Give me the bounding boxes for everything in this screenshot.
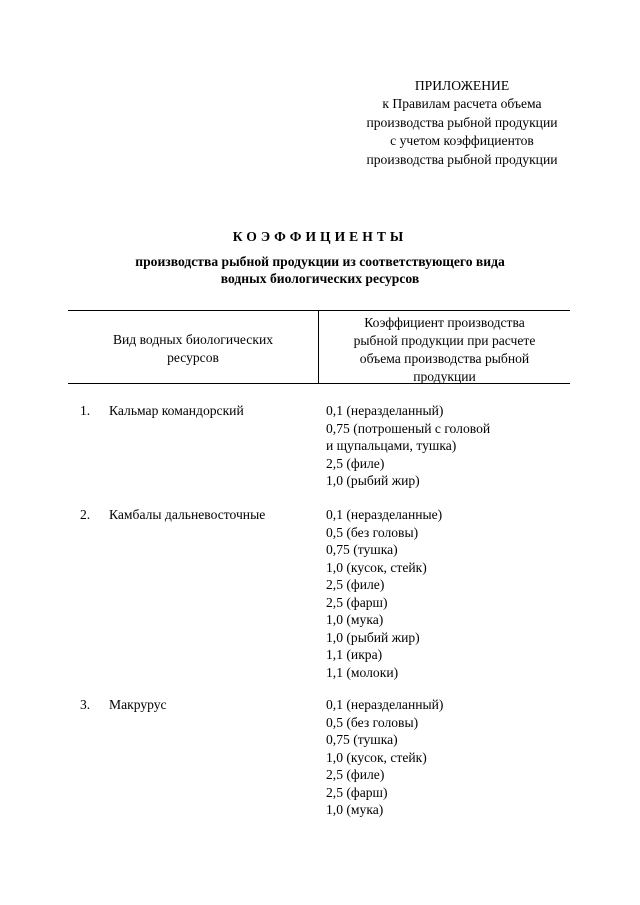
coefficient-list xyxy=(326,696,443,819)
species-name: Камбалы дальневосточные xyxy=(109,507,266,522)
header-coefficient xyxy=(319,314,570,386)
coefficient-value: 1,0 (рыбий жир) xyxy=(326,473,420,488)
coefficient-list xyxy=(326,506,442,681)
header-coefficient-line: рыбной продукции при расчете xyxy=(353,333,536,348)
header-coefficient-line: Коэффициент производства xyxy=(364,315,525,330)
header-species xyxy=(68,331,318,367)
coefficient-value: 1,1 (икра) xyxy=(326,647,383,662)
header-species-line: Вид водных биологических xyxy=(112,332,274,347)
coefficient-value: 0,1 (неразделанный) xyxy=(326,697,444,712)
coefficient-value: 1,0 (мука) xyxy=(326,612,384,627)
appendix-line: ПРИЛОЖЕНИЕ xyxy=(414,78,510,93)
coefficient-value: 0,1 (неразделанный) xyxy=(326,403,444,418)
appendix-line: производства рыбной продукции xyxy=(366,114,558,130)
row-number: 3. xyxy=(80,697,91,712)
header-species-line: ресурсов xyxy=(167,350,219,365)
coefficient-value: 0,1 (неразделанные) xyxy=(326,507,443,522)
coefficient-value: 0,75 (тушка) xyxy=(326,542,398,557)
coefficient-value: 2,5 (филе) xyxy=(326,455,385,471)
species-name: Кальмар командорский xyxy=(109,403,244,418)
subtitle-line: производства рыбной продукции из соответствующего вида xyxy=(135,254,505,269)
coefficient-value: 2,5 (филе) xyxy=(326,577,385,592)
document-title: КОЭФФИЦИЕНТЫ xyxy=(232,229,408,244)
coefficient-value: 0,5 (без головы) xyxy=(326,714,419,730)
coefficient-value: 1,1 (молоки) xyxy=(326,664,399,680)
coefficient-list xyxy=(326,402,490,490)
coefficient-value: и щупальцами, тушка) xyxy=(326,438,457,453)
subtitle-line: водных биологических ресурсов xyxy=(220,271,420,286)
coefficient-value: 0,5 (без головы) xyxy=(326,524,419,540)
coefficient-value: 2,5 (филе) xyxy=(326,767,385,782)
header-coefficient-line: объема производства рыбной xyxy=(359,351,530,366)
appendix-line: производства рыбной продукции xyxy=(366,151,558,167)
species-name: Макрурус xyxy=(109,697,167,712)
row-number: 1. xyxy=(80,403,91,418)
coefficient-value: 0,75 (тушка) xyxy=(326,732,398,747)
coefficient-value: 2,5 (фарш) xyxy=(326,784,388,800)
document-subtitle xyxy=(100,253,540,287)
header-coefficient-line: продукции xyxy=(413,369,476,384)
coefficient-value: 1,0 (кусок, стейк) xyxy=(326,749,427,765)
table-top-border xyxy=(68,310,570,311)
appendix-note xyxy=(330,77,594,169)
coefficient-value: 1,0 (рыбий жир) xyxy=(326,629,420,645)
appendix-line: к Правилам расчета объема xyxy=(382,96,542,112)
row-number: 2. xyxy=(80,507,91,522)
appendix-line: с учетом коэффициентов xyxy=(390,133,534,149)
coefficient-value: 1,0 (мука) xyxy=(326,802,384,817)
coefficient-value: 0,75 (потрошеный с головой xyxy=(326,420,491,436)
coefficient-value: 2,5 (фарш) xyxy=(326,594,388,610)
coefficient-value: 1,0 (кусок, стейк) xyxy=(326,559,427,575)
